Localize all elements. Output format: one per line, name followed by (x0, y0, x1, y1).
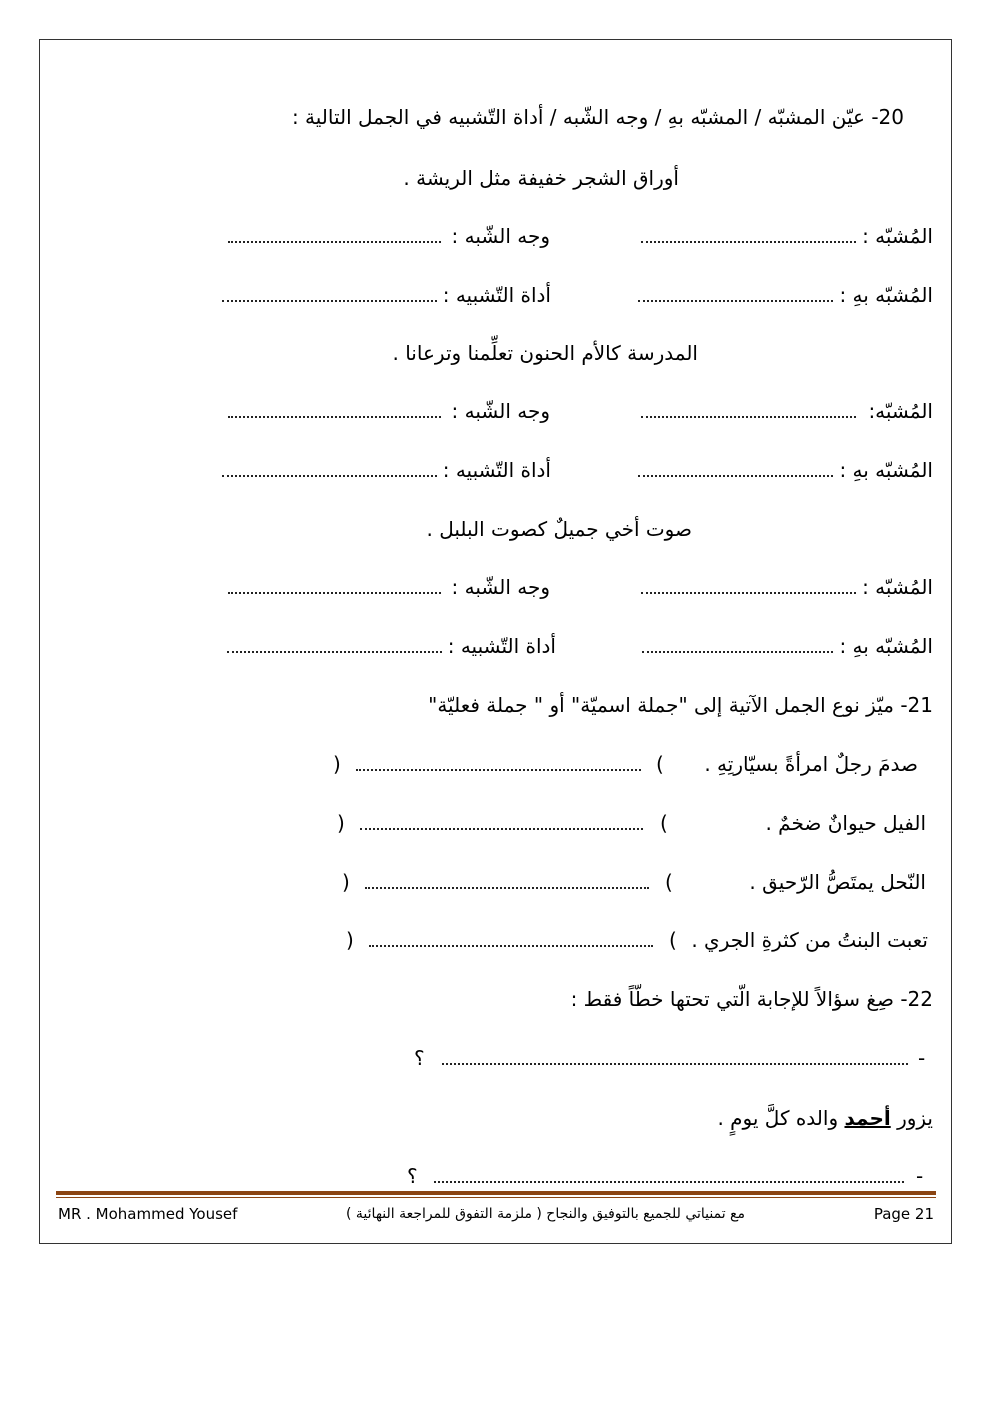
answer-blank[interactable] (227, 649, 442, 653)
q21-item-2: الفيل حيوانٌ ضخمٌ . (765, 811, 926, 835)
footer-author: MR . Mohammed Yousef (58, 1205, 238, 1223)
answer-blank[interactable] (638, 298, 833, 302)
wajh-label-1: وجه الشّبه : (451, 224, 550, 248)
q20-sentence-2: المدرسة كالأم الحنون تعلِّمنا وترعانا . (392, 341, 698, 365)
answer-blank[interactable] (360, 826, 643, 830)
footer-divider-thin (56, 1197, 936, 1198)
open-paren: ( (665, 870, 673, 894)
answer-blank[interactable] (369, 943, 653, 947)
wajh-label-3: وجه الشّبه : (451, 575, 550, 599)
mushabbah-label-2: المُشبّه: (868, 399, 933, 423)
answer-blank[interactable] (365, 885, 649, 889)
mushabbah-bih-label-2: المُشبّه بهِ : (839, 458, 933, 482)
q20-sentence-1: أوراق الشجر خفيفة مثل الريشة . (403, 166, 679, 190)
answer-blank[interactable] (228, 239, 441, 243)
answer-blank[interactable] (442, 1061, 908, 1065)
adat-label-1: أداة التّشبيه : (442, 283, 551, 307)
open-paren: ( (656, 752, 664, 776)
mushabbah-label-1: المُشبّه : (862, 224, 933, 248)
answer-blank[interactable] (642, 649, 833, 653)
open-paren: ( (669, 928, 677, 952)
answer-blank[interactable] (434, 1179, 904, 1183)
answer-blank[interactable] (228, 590, 441, 594)
close-paren: ) (346, 928, 354, 952)
mushabbah-bih-label-3: المُشبّه بهِ : (839, 634, 933, 658)
answer-blank[interactable] (222, 298, 437, 302)
answer-blank[interactable] (356, 767, 641, 771)
q20-title: 20- عيّن المشبّه / المشبّه بهِ / وجه الشّبه / أداة التّشبيه في الجمل التالية : (291, 105, 904, 129)
mushabbah-label-3: المُشبّه : (862, 575, 933, 599)
footer-divider-thick (56, 1191, 936, 1195)
q21-item-1: صدمَ رجلٌ امرأةً بسيّارتِهِ . (704, 752, 918, 776)
dash: - (916, 1164, 924, 1188)
q21-title: 21- ميّز نوع الجمل الآتية إلى "جملة اسميّة" أو " جملة فعليّة" (428, 693, 933, 717)
mushabbah-bih-label-1: المُشبّه بهِ : (839, 283, 933, 307)
answer-blank[interactable] (641, 590, 856, 594)
question-mark: ؟ (407, 1164, 418, 1188)
footer-center: مع تمنياتي للجميع بالتوفيق والنجاح ( ملزمة التفوق للمراجعة النهائية ) (346, 1206, 745, 1222)
close-paren: ) (333, 752, 341, 776)
q22-sentence-before: يزور (890, 1106, 933, 1130)
answer-blank[interactable] (228, 414, 441, 418)
footer-page-number: Page 21 (873, 1205, 934, 1223)
close-paren: ) (337, 811, 345, 835)
adat-label-2: أداة التّشبيه : (442, 458, 551, 482)
q21-item-3: النّحل يمتَصُّ الرّحيق . (749, 870, 926, 894)
answer-blank[interactable] (222, 473, 437, 477)
answer-blank[interactable] (641, 239, 856, 243)
answer-blank[interactable] (641, 414, 856, 418)
q22-underlined-word: أحمد (844, 1106, 891, 1130)
adat-label-3: أداة التّشبيه : (447, 634, 556, 658)
answer-blank[interactable] (638, 473, 833, 477)
q22-sentence (717, 1104, 933, 1132)
open-paren: ( (660, 811, 668, 835)
dash: - (918, 1046, 926, 1070)
close-paren: ) (342, 870, 350, 894)
q21-item-4: تعبت البنتُ من كثرةِ الجري . (691, 928, 928, 952)
wajh-label-2: وجه الشّبه : (451, 399, 550, 423)
q20-sentence-3: صوت أخي جميلٌ كصوت البلبل . (426, 517, 692, 541)
q22-sentence-after: والده كلَّ يومٍ . (717, 1106, 845, 1130)
q22-title: 22- صِغ سؤالاً للإجابة الّتي تحتها خطّاً فقط : (570, 987, 933, 1011)
question-mark: ؟ (414, 1046, 425, 1070)
